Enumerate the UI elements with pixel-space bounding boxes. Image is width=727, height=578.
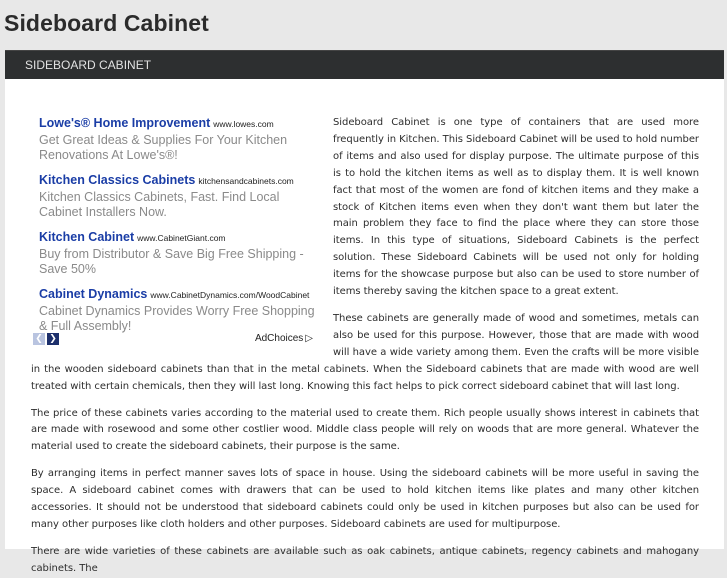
ad-choices-link[interactable] [255, 333, 313, 344]
ad-title-link[interactable]: Kitchen Cabinet [39, 230, 135, 244]
nav-bar [5, 50, 724, 79]
ad-item[interactable] [39, 285, 319, 334]
article-paragraph: There are wide varieties of these cabinets are available such as oak cabinets, antique cabinets, regency cabinets and mahogany cabinets. The [31, 545, 699, 574]
ad-title-link[interactable]: Cabinet Dynamics [39, 287, 148, 301]
article-paragraph: These cabinets are generally made of wood and sometimes, metals can also be used for this purpose. However, those that are made with wood will have a wide variety among them. Even the crafts will be more visible in the wooden sideboard cabinets than that in the metal cabinets. When the Sideboard cabinets that are made with wood are well treated with certain chemicals, then they will last long. Knowing this fact helps to pick correct sideboard cabinet that will last long. [31, 312, 699, 392]
ad-block [31, 114, 319, 360]
ad-pagination [33, 333, 61, 346]
ad-description: Cabinet Dynamics Provides Worry Free Shopping & Full Assembly! [39, 304, 315, 333]
ad-description: Get Great Ideas & Supplies For Your Kitchen Renovations At Lowe's®! [39, 133, 288, 162]
ad-title-row [39, 171, 319, 189]
ad-title-link[interactable]: Lowe's® Home Improvement [39, 116, 211, 130]
ad-title-row [39, 228, 319, 246]
chevron-right-icon[interactable]: ❯ [47, 333, 59, 345]
ad-item[interactable] [39, 114, 319, 163]
ad-title-row [39, 114, 319, 132]
ad-item[interactable] [39, 228, 319, 277]
chevron-left-icon[interactable]: ❮ [33, 333, 45, 345]
article-paragraph: The price of these cabinets varies according to the material used to create them. Rich people usually shows interest in cabinets that are made with rosewood and some other costlier wood. Middle class people will rely on woods that are more general. Whatever the material used to create the sideboard cabinets, their purpose is the same. [31, 407, 699, 453]
site-title[interactable]: Sideboard Cabinet [4, 10, 209, 36]
ad-url[interactable]: www.CabinetGiant.com [137, 233, 226, 243]
nav-item-sideboard-cabinet[interactable]: SIDEBOARD CABINET [25, 58, 152, 72]
ad-description: Buy from Distributor & Save Big Free Shipping - Save 50% [39, 247, 304, 276]
ad-description: Kitchen Classics Cabinets, Fast. Find Local Cabinet Installers Now. [39, 190, 280, 219]
ad-url[interactable]: www.CabinetDynamics.com/WoodCabinet [150, 290, 310, 300]
ad-url[interactable]: kitchensandcabinets.com [198, 176, 294, 186]
article-paragraph: By arranging items in perfect manner saves lots of space in house. Using the sideboard cabinets will be more useful in saving the space. A sideboard cabinet comes with drawers that can be used to hold kitchen items like plates and many other kitchen accessories. It should not be understood that sideboard cabinets could only be used in kitchen purposes but also can be used for many other purposes like cloth holders and other purposes. Sideboard cabinets are used for multipurpose. [31, 468, 699, 530]
main-content [5, 79, 724, 574]
article-paragraph: Sideboard Cabinet is one type of containers that are used more frequently in Kitchen. This Sideboard Cabinet will be used to hold number of items and also used for display purpose. The ultimate purpose of this is to hold the kitchen items as well as to display them. It is well known fact that most of the women are fond of kitchen items and they make a stock of Kitchen items even when they don't want them but later the main problem they face to find the place where they can store those items. In this type of situations, Sideboard Cabinets is the perfect solution. These Sideboard Cabinets will be used not only for holding items for the showcase purpose but also can be used to store number of items thereby saving the kitchen space to a great extent. [333, 117, 699, 298]
ad-url[interactable]: www.lowes.com [213, 119, 274, 129]
ad-choices-label: AdChoices [254, 333, 304, 344]
ad-title-link[interactable]: Kitchen Classics Cabinets [39, 173, 196, 187]
ad-title-row [39, 285, 319, 303]
ad-choices-icon: ▷ [305, 333, 313, 344]
ad-item[interactable] [39, 171, 319, 220]
